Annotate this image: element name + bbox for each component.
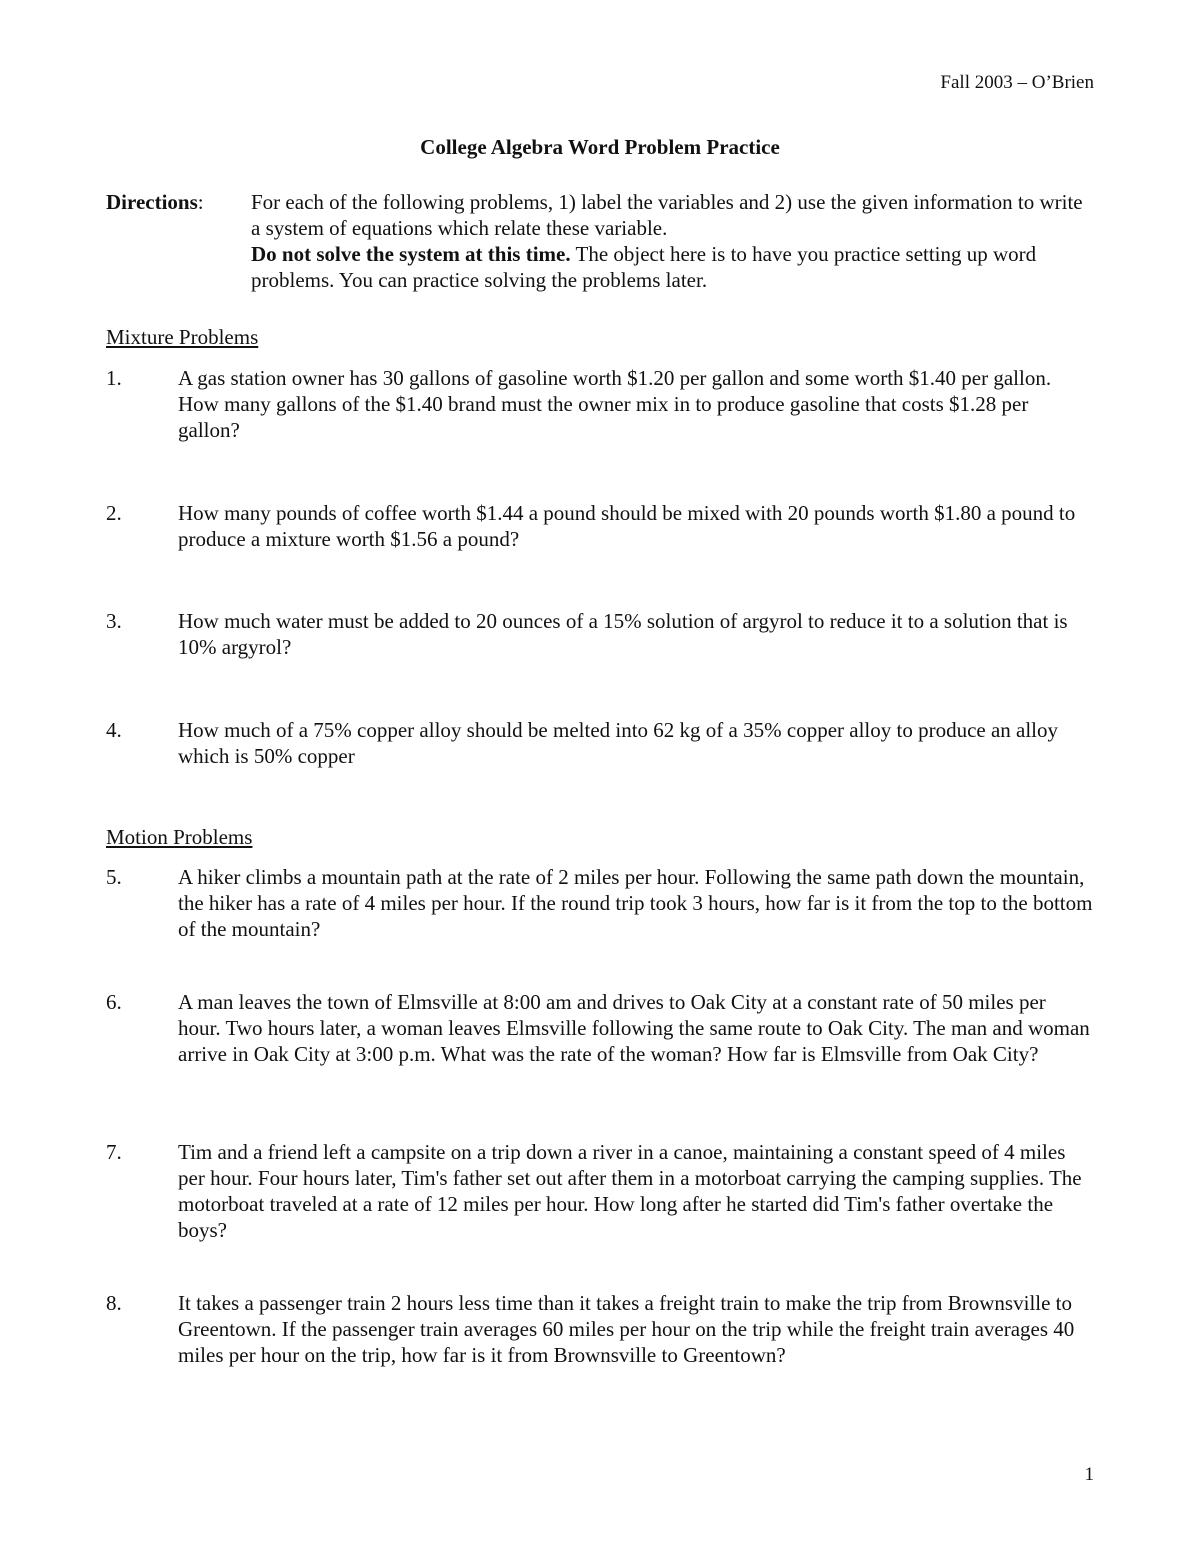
- problem-text: How much water must be added to 20 ounces of a 15% solution of argyrol to reduce it to a solution that is 10% argyrol?: [178, 609, 1068, 659]
- problem-text: How many pounds of coffee worth $1.44 a pound should be mixed with 20 pounds worth $1.80 a pound to produce a mixture worth $1.56 a pound?: [178, 501, 1076, 551]
- directions-line-2: [251, 241, 1096, 293]
- problem-text: How much of a 75% copper alloy should be melted into 62 kg of a 35% copper alloy to produce an alloy which is 50% copper: [178, 718, 1059, 768]
- problem-number: 8.: [106, 1291, 122, 1315]
- directions-bold-note: Do not solve the system at this time.: [251, 242, 571, 266]
- directions-colon: :: [197, 190, 204, 214]
- directions-label-text: Directions: [106, 190, 198, 214]
- problem-number: 2.: [106, 501, 122, 525]
- directions-body: [251, 189, 1096, 293]
- problem-number: 7.: [106, 1140, 122, 1164]
- page-number: 1: [1084, 1464, 1094, 1485]
- mixture-problems-heading: Mixture Problems: [106, 325, 259, 349]
- page-header: Fall 2003 – O’Brien: [940, 72, 1094, 93]
- problem-number: 1.: [106, 366, 122, 390]
- problem-text: It takes a passenger train 2 hours less time than it takes a freight train to make the trip from Brownsville to Greentown. If the passenger train averages 60 miles per hour on the trip while the freight train averages 40 miles per hour on the trip, how far is it from Brownsville to Greentown?: [178, 1291, 1075, 1367]
- directions-line-2-rest: The object here is to have you practice setting up word problems. You can practice solving the problems later.: [251, 242, 1037, 292]
- problem-text: Tim and a friend left a campsite on a trip down a river in a canoe, maintaining a constant speed of 4 miles per hour. Four hours later, Tim's father set out after them in a motorboat carrying the camping supplies. The motorboat traveled at a rate of 12 miles per hour. How long after he started did Tim's father overtake the boys?: [178, 1140, 1082, 1242]
- problem-number: 3.: [106, 609, 122, 633]
- motion-problems-heading: Motion Problems: [106, 825, 253, 849]
- problem-text: A hiker climbs a mountain path at the rate of 2 miles per hour. Following the same path down the mountain, the hiker has a rate of 4 miles per hour. If the round trip took 3 hours, how far is it from the top to the bottom of the mountain?: [178, 865, 1093, 941]
- directions-line-1: For each of the following problems, 1) label the variables and 2) use the given information to write a system of equations which relate these variable.: [251, 190, 1083, 240]
- problem-text: A gas station owner has 30 gallons of gasoline worth $1.20 per gallon and some worth $1.40 per gallon. How many gallons of the $1.40 brand must the owner mix in to produce gasoline that costs $1.28 per gallon?: [178, 366, 1052, 442]
- problem-number: 6.: [106, 990, 122, 1014]
- directions-label: [106, 189, 204, 215]
- problem-number: 5.: [106, 865, 122, 889]
- page-title: College Algebra Word Problem Practice: [420, 135, 780, 159]
- problem-text: A man leaves the town of Elmsville at 8:00 am and drives to Oak City at a constant rate of 50 miles per hour. Two hours later, a woman leaves Elmsville following the same route to Oak City. The man and woman arrive in Oak City at 3:00 p.m. What was the rate of the woman? How far is Elmsville from Oak City?: [178, 990, 1090, 1066]
- problem-number: 4.: [106, 718, 122, 742]
